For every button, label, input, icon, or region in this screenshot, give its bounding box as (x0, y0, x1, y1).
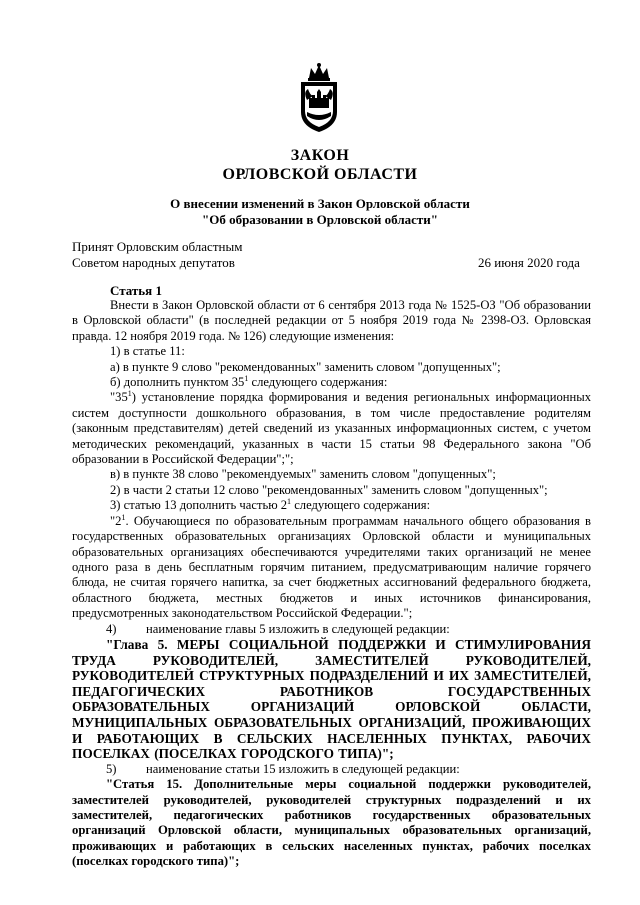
item-1a: а) в пункте 9 слово "рекомендованных" заменить словом "допущенных"; (110, 359, 501, 374)
item-2: 2) в части 2 статьи 12 слово "рекомендованных" заменить словом "допущенных"; (110, 482, 548, 497)
quote-part-2-1: "$2^1$. Обучающиеся по образовательным программам начального общего образования в государственных образовательных организациях Орловской области и муниципальных образовательных организациях обеспечиваются учредителями таких организаций не менее одного раза в день бесплатным горячим питанием, предусматривающим наличие горячего блюда, не считая горячего напитка, за счет бюджетных ассигнований федерального бюджета, областного бюджета, местных бюджетов и иных источников финансирования, предусмотренных законодательством Российской Федерации."; (72, 512, 591, 621)
article-heading: Статья 1 (110, 283, 162, 298)
adopted-by-line1: Принят Орловским областным (72, 239, 243, 254)
article-intro: Внести в Закон Орловской области от 6 сентября 2013 года № 1525-ОЗ "Об образовании в Орловской области" (в последней редакции от 5 ноября 2019 года № 2398-ОЗ. Орловская правда. 12 ноября 2019 года. № 126) следующие изменения: (72, 298, 591, 343)
law-subject-line2: "Об образовании в Орловской области" (202, 212, 438, 227)
quote-point-35-1: "$35^1$) установление порядка формирования и ведения региональных информационных систем доступности дошкольного образования, в том числе предоставление родителям (законным представителям) детей сведений из указанных информационных систем, с учетом методических рекомендаций, указанных в части 15 статьи 98 Федерального закона "Об образовании в Российской Федерации";"; (72, 389, 591, 467)
law-title: ЗАКОН (290, 147, 350, 164)
law-subject-line1: О внесении изменений в Закон Орловской области (170, 196, 470, 211)
orel-coat-of-arms-icon (297, 62, 341, 134)
item-1c: в) в пункте 38 слово "рекомендуемых" заменить словом "допущенных"; (110, 467, 496, 482)
item-1: 1) в статье 11: (110, 344, 185, 359)
article-body (72, 298, 591, 870)
chapter-5-title: "Глава 5. МЕРЫ СОЦИАЛЬНОЙ ПОДДЕРЖКИ И СТИМУЛИРОВАНИЯ ТРУДА РУКОВОДИТЕЛЕЙ, ЗАМЕСТИТЕЛЕЙ РУКОВОДИТЕЛЕЙ, РУКОВОДИТЕЛЕЙ СТРУКТУРНЫХ ПОДРАЗДЕЛЕНИЙ И ИХ ЗАМЕСТИТЕЛЕЙ, ПЕДАГОГИЧЕСКИХ РАБОТНИКОВ ГОСУДАРСТВЕННЫХ ОБРАЗОВАТЕЛЬНЫХ ОРГАНИЗАЦИЙ ОРЛОВСКОЙ ОБЛАСТИ, МУНИЦИПАЛЬНЫХ ОБРАЗОВАТЕЛЬНЫХ ОРГАНИЗАЦИЙ, ПРОЖИВАЮЩИХ И РАБОТАЮЩИХ В СЕЛЬСКИХ НАСЕЛЕННЫХ ПУНКТАХ, РАБОЧИХ ПОСЕЛКАХ (ПОСЕЛКАХ ГОРОДСКОГО ТИПА)"; (72, 636, 591, 762)
item-3: 3) статью 13 дополнить частью $2^1$ следующего содержания: (110, 497, 431, 513)
article-15-title: "Статья 15. Дополнительные меры социальной поддержки руководителей, заместителей руководителей, руководителей структурных подразделений и их заместителей, педагогических работников государственных образовательных организаций Орловской области, муниципальных образовательных организаций, проживающих и работающих в сельских населенных пунктах, рабочих поселках (поселках городского типа)"; (72, 777, 591, 869)
adoption-date: 26 июня 2020 года (478, 255, 580, 270)
item-4: 4) наименование главы 5 изложить в следующей редакции: (106, 621, 450, 636)
region-title: ОРЛОВСКОЙ ОБЛАСТИ (222, 166, 418, 183)
item-1b: б) дополнить пунктом $35^1$ следующего содержания: (110, 373, 388, 390)
item-5: 5) наименование статьи 15 изложить в следующей редакции: (106, 761, 460, 776)
adopted-by-line2: Советом народных депутатов (72, 255, 235, 270)
